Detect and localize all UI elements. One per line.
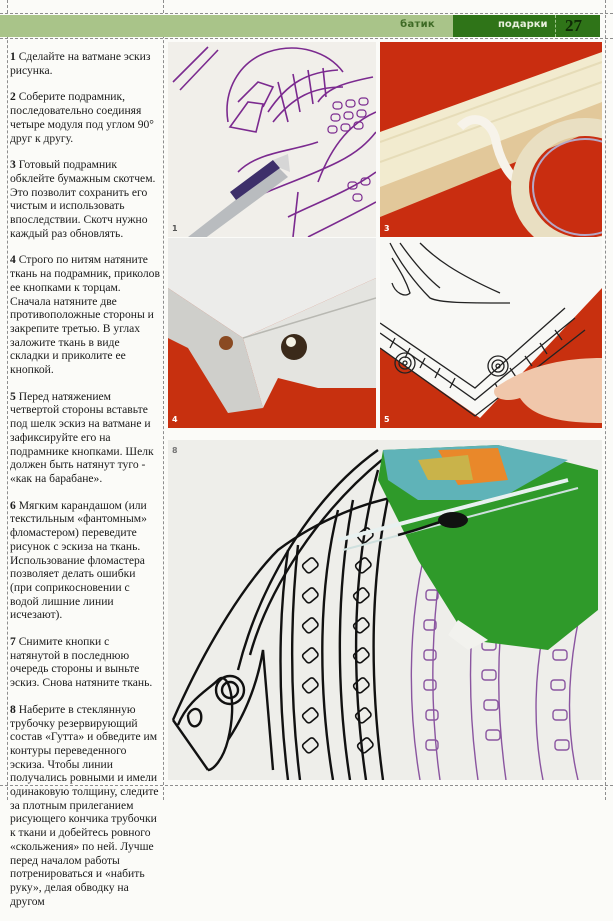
fish-gutta-illustration bbox=[168, 440, 602, 780]
photo-number: 1 bbox=[172, 224, 178, 233]
step-number: 4 bbox=[10, 253, 16, 267]
photo-4-pinned-corner bbox=[168, 238, 376, 428]
sponge-icon bbox=[378, 445, 598, 650]
step-6 bbox=[10, 499, 160, 622]
step-number: 5 bbox=[10, 389, 16, 403]
header-separator bbox=[555, 15, 556, 37]
frame-and-tape-illustration bbox=[380, 42, 602, 237]
category-label: подарки bbox=[498, 19, 548, 30]
section-label: батик bbox=[400, 19, 435, 30]
step-number: 1 bbox=[10, 50, 16, 63]
photo-number: 8 bbox=[172, 446, 178, 455]
step-text: Мягким карандашом (или текстильным «фантомным» фломастером) переведите рисунок с эскиза на ткань. Использование фломастера позволяет делать ошибки (при соприкосновении с водой лишние линии исчезают). bbox=[10, 498, 147, 622]
page-header bbox=[0, 15, 600, 37]
instructions-column bbox=[10, 50, 160, 921]
header-bottom-guide-line bbox=[0, 38, 613, 39]
photo-3-taped-frame bbox=[380, 42, 602, 237]
step-7 bbox=[10, 635, 160, 690]
step-8 bbox=[10, 703, 160, 909]
step-text: Наберите в стеклянную трубочку резервирующий состав «Гутта» и обведите им контуры переведенного эскиза. Чтобы линии получались ровными и имели одинаковую толщину, следите за плотным прилеганием рисующего кончика трубочки к ткани и добейтесь ровного «скольжения» по ней. Лучше перед началом работы потренироваться и «набить руку», делая обводку на другом bbox=[10, 702, 159, 908]
step-5 bbox=[10, 390, 160, 486]
step-number: 2 bbox=[10, 90, 16, 104]
step-number: 6 bbox=[10, 498, 16, 512]
photo-number: 4 bbox=[172, 415, 178, 424]
step-3 bbox=[10, 158, 160, 240]
step-number: 7 bbox=[10, 635, 16, 649]
step-4 bbox=[10, 253, 160, 376]
step-number: 3 bbox=[10, 158, 16, 172]
page-number: 27 bbox=[565, 16, 582, 35]
header-light-band bbox=[0, 15, 453, 37]
pinned-fabric-illustration bbox=[168, 238, 376, 428]
left-margin-guide bbox=[7, 0, 8, 800]
photo-number: 3 bbox=[384, 224, 390, 233]
step-text: Готовый подрамник обклейте бумажным скотчем. Это позволит сохранить его чистым и использовать впоследствии. Скотч нужно каждый раз обновлять. bbox=[10, 158, 156, 240]
step-2 bbox=[10, 90, 160, 145]
fish-sketch-illustration bbox=[168, 42, 376, 237]
marker-pen-icon bbox=[188, 154, 290, 237]
top-guide-line bbox=[0, 13, 613, 14]
photo-5-stretched-fabric bbox=[380, 238, 602, 428]
step-1 bbox=[10, 50, 160, 77]
push-pin-icon bbox=[281, 334, 307, 360]
photo-1-sketch-transfer bbox=[168, 42, 376, 237]
step-text: Перед натяжением четвертой стороны вставьте под шелк эскиз на ватмане и зафиксируйте его на подрамнике кнопками. Шелк должен быть натянут туго - «как на барабане». bbox=[10, 389, 154, 485]
step-number: 8 bbox=[10, 702, 16, 716]
photo-8-gutta-outline bbox=[168, 440, 602, 780]
patterned-fabric-illustration bbox=[380, 238, 602, 428]
photo-number: 5 bbox=[384, 415, 390, 424]
right-margin-guide bbox=[605, 0, 606, 800]
step-text: Строго по нитям натяните ткань на подрамник, приколов ее кнопками к торцам. Сначала натяните две противоположные стороны и закрепите третью. В углах заложите ткань в виде складки и приколите ее кнопкой. bbox=[10, 253, 160, 377]
column-guide bbox=[163, 0, 164, 800]
step-text: Сделайте на ватмане эскиз рисунка. bbox=[10, 50, 151, 77]
step-text: Снимите кнопки с натянутой в последнюю очередь стороны и выньте эскиз. Снова натяните ткань. bbox=[10, 635, 153, 690]
step-text: Соберите подрамник, последовательно соединяя четыре модуля под углом 90° друг к другу. bbox=[10, 90, 154, 145]
